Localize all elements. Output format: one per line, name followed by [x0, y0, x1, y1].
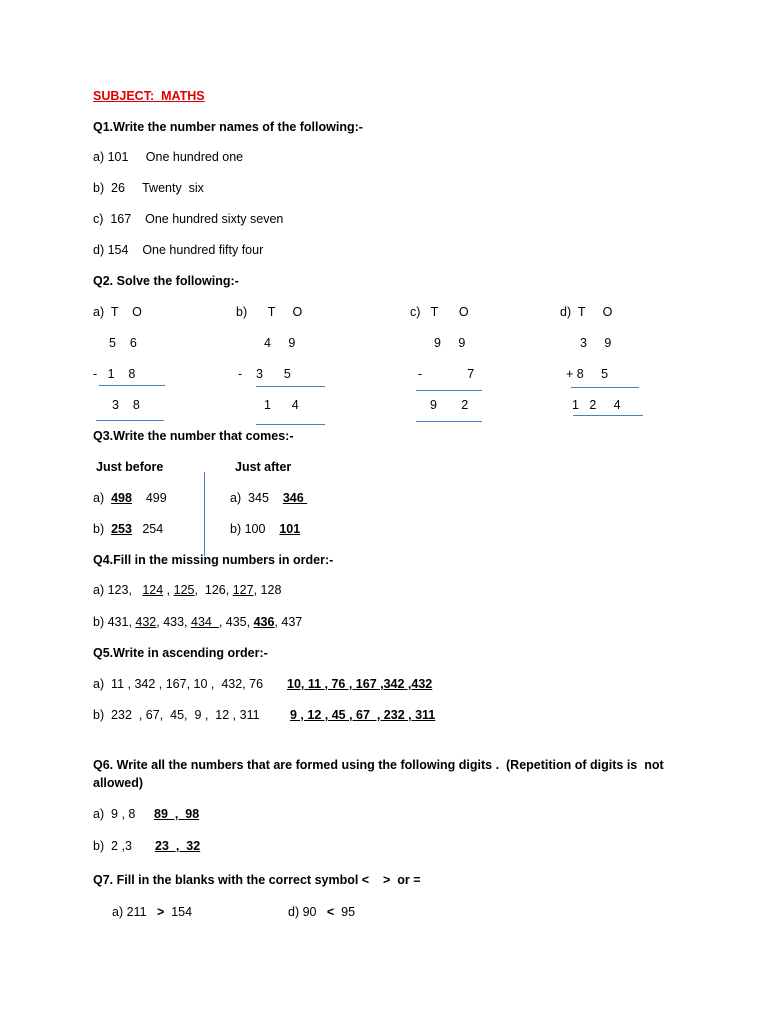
q2d-header: d) T O: [560, 305, 613, 319]
q1-title: Q1.Write the number names of the following:-: [93, 120, 363, 134]
q2d-result: 1 2 4: [572, 398, 621, 412]
q2a-result: 3 8: [112, 398, 140, 412]
q7-title: Q7. Fill in the blanks with the correct symbol < > or =: [93, 873, 421, 887]
q3-divider: [204, 472, 205, 556]
q4-answer-b: b) 431, 432, 433, 434 , 435, 436, 437: [93, 615, 303, 629]
q4-answer-a: a) 123, 124 , 125, 126, 127, 128: [93, 583, 282, 597]
q5-question-a: a) 11 , 342 , 167, 10 , 432, 76: [93, 677, 264, 691]
q7-answer-d: d) 90 < 95: [288, 905, 356, 919]
q2c-row1: 9 9: [434, 336, 466, 350]
q2a-row1: 5 6: [109, 336, 137, 350]
q3-before-b: b) 253 254: [93, 522, 164, 536]
q4-title: Q4.Fill in the missing numbers in order:-: [93, 553, 334, 567]
q2d-row1: 3 9: [580, 336, 612, 350]
q2b-line-top: [256, 386, 325, 387]
q2b-row1: 4 9: [264, 336, 296, 350]
q2-title: Q2. Solve the following:-: [93, 274, 239, 288]
q1-answer-c: c) 167 One hundred sixty seven: [93, 212, 284, 226]
q2c-line-top: [416, 390, 482, 391]
q5-title: Q5.Write in ascending order:-: [93, 646, 268, 660]
q2b-header: b) T O: [236, 305, 303, 319]
q5-answer-b: 9 , 12 , 45 , 67 , 232 , 311: [290, 708, 436, 722]
q3-title: Q3.Write the number that comes:-: [93, 429, 294, 443]
q2a-line-bottom: [96, 420, 164, 421]
q2a-header: a) T O: [93, 305, 142, 319]
q3-after-b: b) 100 101: [230, 522, 301, 536]
q2c-row2: - 7: [418, 367, 475, 381]
q3-before-a: a) 498 499: [93, 491, 167, 505]
q1-answer-b: b) 26 Twenty six: [93, 181, 204, 195]
q3-just-after-label: Just after: [235, 460, 292, 474]
q2c-result: 9 2: [430, 398, 469, 412]
q2d-line-bottom: [573, 415, 643, 416]
q2a-row2: - 1 8: [93, 367, 136, 381]
q2d-row2: + 8 5: [566, 367, 609, 381]
subject-heading: SUBJECT: MATHS: [93, 89, 205, 103]
q6-answer-b: 23 , 32: [155, 839, 201, 853]
q2c-line-bottom: [416, 421, 482, 422]
q2b-result: 1 4: [264, 398, 299, 412]
q3-just-before-label: Just before: [96, 460, 164, 474]
q2b-line-bottom: [256, 424, 325, 425]
q2b-row2: - 3 5: [238, 367, 291, 381]
q5-answer-a: 10, 11 , 76 , 167 ,342 ,432: [287, 677, 433, 691]
q6-title-line1: Q6. Write all the numbers that are formed using the following digits . (Repetition of digits is not: [93, 758, 664, 772]
q6-question-a: a) 9 , 8: [93, 807, 136, 821]
q1-answer-d: d) 154 One hundred fifty four: [93, 243, 264, 257]
q3-after-a: a) 345 346: [230, 491, 308, 505]
q2d-line-top: [571, 387, 639, 388]
q5-question-b: b) 232 , 67, 45, 9 , 12 , 311: [93, 708, 260, 722]
q6-title-line2: allowed): [93, 776, 144, 790]
q1-answer-a: a) 101 One hundred one: [93, 150, 244, 164]
q6-answer-a: 89 , 98: [154, 807, 200, 821]
q2c-header: c) T O: [410, 305, 469, 319]
q7-answer-a: a) 211 > 154: [112, 905, 193, 919]
q2a-line-top: [99, 385, 165, 386]
q6-question-b: b) 2 ,3: [93, 839, 132, 853]
